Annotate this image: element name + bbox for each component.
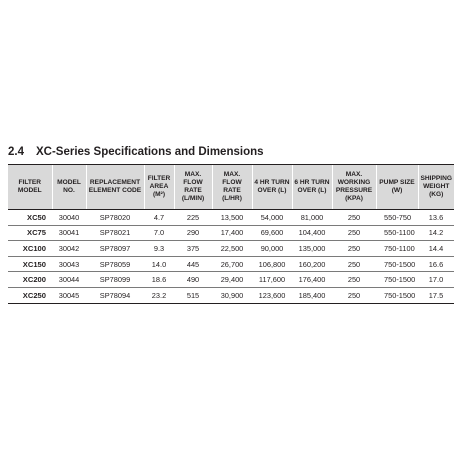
header-max-flow-rate-lmin: MAX. FLOW RATE (L/MIN) — [174, 165, 212, 210]
table-row — [8, 272, 454, 288]
cell-flow-lhr: 30,900 — [212, 287, 252, 303]
section-number: 2.4 — [8, 146, 24, 158]
cell-4hr-turnover: 69,600 — [252, 225, 292, 241]
table-header-row — [8, 165, 454, 210]
cell-pump-size: 750-1100 — [376, 241, 418, 257]
cell-shipping-weight: 13.6 — [418, 210, 454, 226]
cell-model-no: 30043 — [52, 256, 86, 272]
cell-filter-area: 14.0 — [144, 256, 174, 272]
cell-model-no: 30041 — [52, 225, 86, 241]
cell-shipping-weight: 14.4 — [418, 241, 454, 257]
cell-flow-lmin: 515 — [174, 287, 212, 303]
cell-filter-area: 9.3 — [144, 241, 174, 257]
cell-6hr-turnover: 135,000 — [292, 241, 332, 257]
cell-pressure: 250 — [332, 210, 376, 226]
cell-pressure: 250 — [332, 256, 376, 272]
cell-flow-lmin: 225 — [174, 210, 212, 226]
header-pump-size: PUMP SIZE (W) — [376, 165, 418, 210]
cell-filter-model: XC75 — [8, 225, 52, 241]
cell-filter-area: 23.2 — [144, 287, 174, 303]
header-4hr-turnover: 4 HR TURN OVER (L) — [252, 165, 292, 210]
table-row — [8, 210, 454, 226]
cell-6hr-turnover: 185,400 — [292, 287, 332, 303]
cell-flow-lhr: 26,700 — [212, 256, 252, 272]
cell-model-no: 30040 — [52, 210, 86, 226]
cell-shipping-weight: 17.5 — [418, 287, 454, 303]
cell-6hr-turnover: 104,400 — [292, 225, 332, 241]
cell-4hr-turnover: 54,000 — [252, 210, 292, 226]
cell-shipping-weight: 16.6 — [418, 256, 454, 272]
cell-pressure: 250 — [332, 241, 376, 257]
header-max-flow-rate-lhr: MAX. FLOW RATE (L/HR) — [212, 165, 252, 210]
cell-flow-lmin: 375 — [174, 241, 212, 257]
cell-filter-model: XC200 — [8, 272, 52, 288]
cell-filter-area: 4.7 — [144, 210, 174, 226]
cell-shipping-weight: 17.0 — [418, 272, 454, 288]
cell-pressure: 250 — [332, 287, 376, 303]
cell-filter-area: 7.0 — [144, 225, 174, 241]
cell-model-no: 30045 — [52, 287, 86, 303]
cell-4hr-turnover: 123,600 — [252, 287, 292, 303]
cell-pressure: 250 — [332, 272, 376, 288]
cell-flow-lmin: 490 — [174, 272, 212, 288]
header-model-no: MODEL NO. — [52, 165, 86, 210]
cell-model-no: 30044 — [52, 272, 86, 288]
cell-pressure: 250 — [332, 225, 376, 241]
header-6hr-turnover: 6 HR TURN OVER (L) — [292, 165, 332, 210]
cell-4hr-turnover: 106,800 — [252, 256, 292, 272]
cell-filter-model: XC50 — [8, 210, 52, 226]
cell-flow-lhr: 17,400 — [212, 225, 252, 241]
cell-6hr-turnover: 81,000 — [292, 210, 332, 226]
cell-filter-area: 18.6 — [144, 272, 174, 288]
header-filter-model: FILTER MODEL — [8, 165, 52, 210]
cell-model-no: 30042 — [52, 241, 86, 257]
header-max-working-pressure: MAX. WORKING PRESSURE (KPA) — [332, 165, 376, 210]
section-heading — [8, 146, 264, 158]
header-filter-area: FILTER AREA (M²) — [144, 165, 174, 210]
cell-pump-size: 550-1100 — [376, 225, 418, 241]
cell-filter-model: XC150 — [8, 256, 52, 272]
cell-filter-model: XC100 — [8, 241, 52, 257]
specifications-table — [8, 164, 454, 304]
cell-6hr-turnover: 160,200 — [292, 256, 332, 272]
cell-4hr-turnover: 90,000 — [252, 241, 292, 257]
cell-shipping-weight: 14.2 — [418, 225, 454, 241]
header-replacement-element-code: REPLACEMENT ELEMENT CODE — [86, 165, 144, 210]
section-title: XC-Series Specifications and Dimensions — [36, 146, 264, 158]
table-row — [8, 287, 454, 303]
table-row — [8, 256, 454, 272]
cell-pump-size: 550-750 — [376, 210, 418, 226]
table-row — [8, 225, 454, 241]
cell-element-code: SP78020 — [86, 210, 144, 226]
cell-flow-lmin: 445 — [174, 256, 212, 272]
cell-element-code: SP78099 — [86, 272, 144, 288]
cell-element-code: SP78094 — [86, 287, 144, 303]
cell-6hr-turnover: 176,400 — [292, 272, 332, 288]
cell-element-code: SP78097 — [86, 241, 144, 257]
cell-pump-size: 750-1500 — [376, 287, 418, 303]
cell-pump-size: 750-1500 — [376, 272, 418, 288]
cell-flow-lmin: 290 — [174, 225, 212, 241]
table-row — [8, 241, 454, 257]
cell-filter-model: XC250 — [8, 287, 52, 303]
cell-element-code: SP78021 — [86, 225, 144, 241]
cell-flow-lhr: 22,500 — [212, 241, 252, 257]
header-shipping-weight: SHIPPING WEIGHT (KG) — [418, 165, 454, 210]
cell-flow-lhr: 13,500 — [212, 210, 252, 226]
cell-4hr-turnover: 117,600 — [252, 272, 292, 288]
cell-element-code: SP78059 — [86, 256, 144, 272]
cell-pump-size: 750-1500 — [376, 256, 418, 272]
cell-flow-lhr: 29,400 — [212, 272, 252, 288]
